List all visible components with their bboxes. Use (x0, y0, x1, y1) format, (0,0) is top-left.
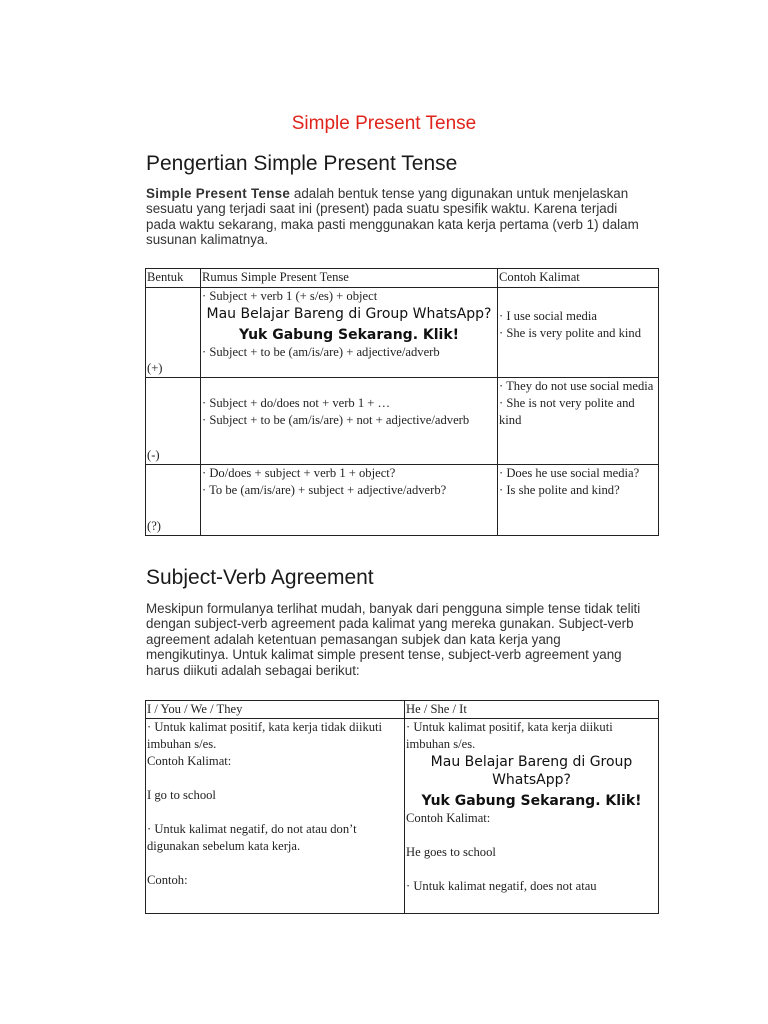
table-header-row (146, 269, 659, 288)
header-rumus: Rumus Simple Present Tense (201, 269, 498, 288)
table-row (146, 719, 659, 914)
example-label: Contoh Kalimat: (406, 811, 491, 825)
agreement-table (145, 700, 659, 914)
promo-join-link[interactable]: Yuk Gabung Sekarang. Klik! (421, 793, 642, 809)
table-row (146, 288, 659, 378)
whatsapp-promo[interactable] (202, 305, 496, 344)
section-heading-pengertian: Pengertian Simple Present Tense (146, 152, 458, 175)
table-header-row (146, 701, 659, 719)
section-heading-agreement: Subject-Verb Agreement (146, 566, 374, 589)
example-line: · She is not very polite and kind (499, 396, 635, 427)
form-cell: (?) (146, 465, 201, 536)
rule-negative: · Untuk kalimat negatif, does not atau (406, 879, 597, 893)
rule-positive: · Untuk kalimat positif, kata kerja diikuti imbuhan s/es. (406, 720, 613, 751)
example-line: · Is she polite and kind? (499, 483, 620, 497)
example-sentence: He goes to school (406, 845, 496, 859)
example-label: Contoh Kalimat: (147, 754, 232, 768)
formula-cell (201, 378, 498, 465)
example-line: · They do not use social media (499, 379, 654, 393)
example-line: · Does he use social media? (499, 466, 640, 480)
example-cell (498, 465, 659, 536)
formula-line: · Subject + verb 1 (+ s/es) + object (202, 289, 378, 303)
example-line: · I use social media (499, 309, 597, 323)
promo-join-link[interactable]: Yuk Gabung Sekarang. Klik! (238, 327, 460, 343)
formula-line: · To be (am/is/are) + subject + adjective/adverb? (202, 483, 447, 497)
promo-question: Mau Belajar Bareng di Group WhatsApp? (206, 306, 492, 322)
example-cell (498, 288, 659, 378)
tense-formula-table (145, 268, 659, 536)
rule-positive: · Untuk kalimat positif, kata kerja tidak diikuti imbuhan s/es. (147, 720, 383, 751)
header-bentuk: Bentuk (146, 269, 201, 288)
header-plural-subjects: I / You / We / They (146, 701, 405, 719)
page-title: Simple Present Tense (291, 113, 477, 134)
example-label-2: Contoh: (147, 873, 188, 887)
example-cell (498, 378, 659, 465)
formula-cell (201, 288, 498, 378)
header-singular-subjects: He / She / It (405, 701, 659, 719)
paragraph-text: adalah bentuk tense yang digunakan untuk menjelaskan sesuatu yang terjadi saat ini (present) pada suatu spesifik waktu. Karena terjadi pada waktu sekarang, maka pasti menggunakan kata kerja pertama (verb 1) dalam susunan kalimatnya. (146, 186, 639, 248)
singular-rules-cell (405, 719, 659, 914)
rule-negative: · Untuk kalimat negatif, do not atau don’t digunakan sebelum kata kerja. (147, 822, 357, 853)
example-line: · She is very polite and kind (499, 326, 642, 340)
formula-line: · Subject + to be (am/is/are) + adjective/adverb (202, 345, 440, 359)
form-cell: (-) (146, 378, 201, 465)
section-paragraph-pengertian (146, 186, 646, 248)
formula-line: · Do/does + subject + verb 1 + object? (202, 466, 396, 480)
section-paragraph-agreement: Meskipun formulanya terlihat mudah, banyak dari pengguna simple tense tidak teliti dengan subject-verb agreement pada kalimat yang mereka gunakan. Subject-verb agreement adalah ketentuan pemasangan subjek dan kata kerja yang mengikutinya. Untuk kalimat simple present tense, subject-verb agreement yang harus diikuti adalah sebagai berikut: (146, 601, 641, 678)
table-row (146, 378, 659, 465)
whatsapp-promo[interactable] (406, 753, 657, 810)
formula-cell (201, 465, 498, 536)
header-contoh: Contoh Kalimat (498, 269, 659, 288)
bold-term: Simple Present Tense (146, 186, 291, 201)
formula-line: · Subject + do/does not + verb 1 + … (202, 396, 391, 410)
form-cell: (+) (146, 288, 201, 378)
table-row (146, 465, 659, 536)
promo-question: Mau Belajar Bareng di Group WhatsApp? (430, 754, 633, 788)
formula-line: · Subject + to be (am/is/are) + not + adjective/adverb (202, 413, 470, 427)
plural-rules-cell (146, 719, 405, 914)
example-sentence: I go to school (147, 788, 216, 802)
